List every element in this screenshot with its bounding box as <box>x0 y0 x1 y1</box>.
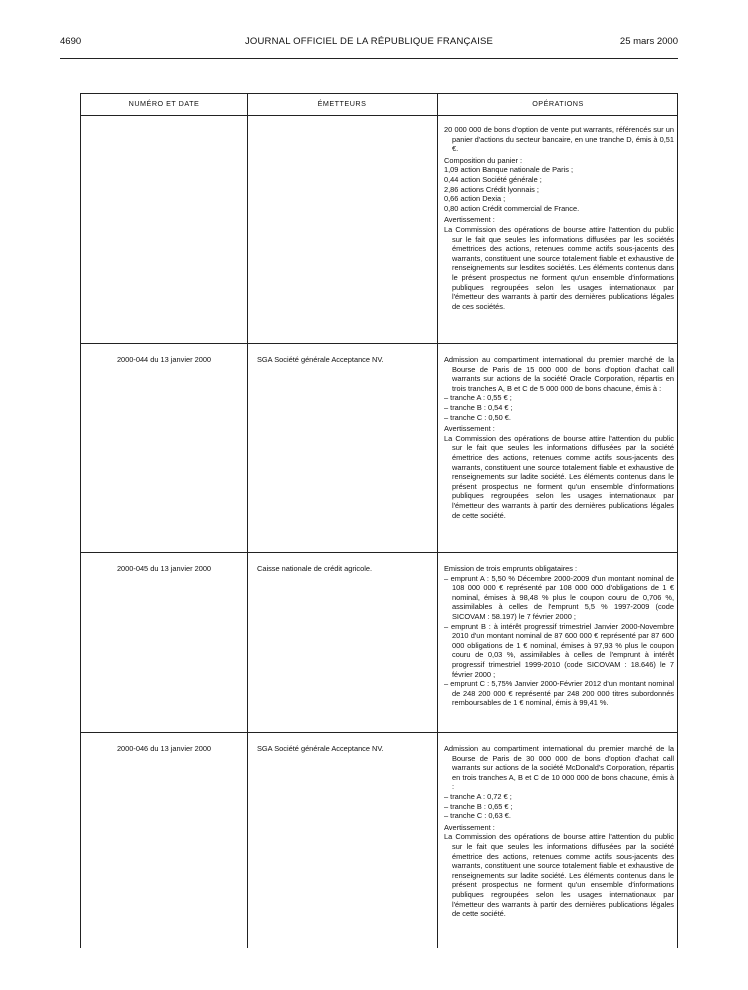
row-divider <box>81 732 677 733</box>
operation-line: 0,80 action Crédit commercial de France. <box>444 203 580 213</box>
operation-line: La Commission des opérations de bourse attire l'attention du public sur le fait que seules les informations diffusées par la société émettrice des actions, retenues comme actifs sous-jacents des warrants, constituent une source totalement fiable et exhaustive de renseignements sur ladite société. Les éléments contenus dans le présent prospectus ne forment qu'un ensemble d'informations publiques regroupées selon les usages internationaux par l'émetteur des warrants à partir des dernières publications légales de cette société. <box>444 433 674 520</box>
table-row-operations <box>444 744 674 919</box>
table-row-numero: 2000-046 du 13 janvier 2000 <box>116 744 212 753</box>
operation-line: 0,66 action Dexia ; <box>444 194 506 204</box>
table-row-operations <box>444 564 674 708</box>
operation-line: Emission de trois emprunts obligataires : <box>444 564 578 573</box>
table-header <box>81 94 677 116</box>
operation-line: – tranche B : 0,54 € ; <box>444 402 513 412</box>
table-row-operations <box>444 355 674 520</box>
operation-line: 1,09 action Banque nationale de Paris ; <box>444 165 574 175</box>
operation-line: – tranche C : 0,63 €. <box>444 811 511 821</box>
column-divider <box>437 94 438 948</box>
column-header-numero: NUMÉRO ET DATE <box>128 99 200 108</box>
operation-line: 2,86 actions Crédit lyonnais ; <box>444 184 539 194</box>
operation-line: Avertissement : <box>444 822 495 832</box>
operations-table <box>80 93 678 948</box>
operation-line: 20 000 000 de bons d'option de vente put warrants, référencés sur un panier d'actions du secteur bancaire, en une tranche D, émis à 0,51 €. <box>444 125 674 154</box>
journal-title: JOURNAL OFFICIEL DE LA RÉPUBLIQUE FRANÇAISE <box>244 36 494 47</box>
table-row-operations <box>444 125 674 311</box>
operation-line: Admission au compartiment international du premier marché de la Bourse de Paris de 15 000 000 de bons d'option d'achat call warrants sur actions de la société Oracle Corporation, répartis en trois tranches A, B et C de 5 000 000 de bons chacune, émis à : <box>444 355 674 393</box>
operation-line: – tranche C : 0,50 €. <box>444 412 511 422</box>
header-rule <box>60 58 678 59</box>
operation-line: Admission au compartiment international du premier marché de la Bourse de Paris de 30 000 000 de bons d'option d'achat call warrants sur actions de la société McDonald's Corporation, répartis en trois tranches A, B et C de 10 000 000 de bons chacune, émis à : <box>444 744 674 792</box>
operation-line: La Commission des opérations de bourse attire l'attention du public sur le fait que seules les informations diffusées par les sociétés émettrices des actions, retenues comme actifs sous-jacents des warrants, constituent une source totalement fiable et exhaustive de renseignements sur lesdites sociétés. Les éléments contenus dans le présent prospectus ne forment qu'un ensemble d'informations publiques regroupées selon les usages internationaux par l'émetteur des warrants à partir des dernières publications légales de ces sociétés. <box>444 224 674 311</box>
table-row-numero: 2000-045 du 13 janvier 2000 <box>116 564 212 573</box>
operation-line: – tranche A : 0,72 € ; <box>444 791 512 801</box>
row-divider <box>81 552 677 553</box>
column-divider <box>247 94 248 948</box>
page-header <box>60 36 678 54</box>
operation-line: Composition du panier : <box>444 155 523 165</box>
issue-date: 25 mars 2000 <box>619 36 678 47</box>
page-number: 4690 <box>60 36 82 47</box>
row-divider <box>81 343 677 344</box>
column-header-operations: OPÉRATIONS <box>532 99 584 108</box>
operation-line: – tranche B : 0,65 € ; <box>444 801 513 811</box>
operation-line: – emprunt C : 5,75% Janvier 2000-Février 2012 d'un montant nominal de 248 200 000 € représenté par 248 200 000 titres subordonnés remboursables de 1 € nominal, émis à 99,41 %. <box>444 679 674 708</box>
operation-line: Avertissement : <box>444 215 495 225</box>
column-header-emetteurs: ÉMETTEURS <box>317 99 367 108</box>
operation-line: Avertissement : <box>444 424 495 434</box>
operation-line: 0,44 action Société générale ; <box>444 174 542 184</box>
table-row-emetteur: SGA Société générale Acceptance NV. <box>257 355 384 364</box>
operation-line: – emprunt B : à intérêt progressif trimestriel Janvier 2000-Novembre 2010 d'un montant nominal de 87 600 000 € représenté par 87 600 000 obligations de 1 € nominal, émises à 97,93 % plus le coupon couru de 0,03 %, assimilables à celles de l'emprunt à intérêt progressif trimestriel 1999-2010 (code SICOVAM : 18.646) le 7 février 2000 ; <box>444 621 674 679</box>
operation-line: – tranche A : 0,55 € ; <box>444 393 512 403</box>
table-row-numero: 2000-044 du 13 janvier 2000 <box>116 355 212 364</box>
table-row-emetteur: Caisse nationale de crédit agricole. <box>257 564 373 573</box>
operation-line: – emprunt A : 5,50 % Décembre 2000-2009 d'un montant nominal de 108 000 000 € représenté par 108 000 000 d'obligations de 1 € nominal, émises à 98,48 % plus le coupon couru de 0,706 %, assimilables à celles de l'emprunt 5,5 % 1997-2009 (code SICOVAM : 58.197) le 7 février 2000 ; <box>444 573 674 621</box>
table-row-emetteur: SGA Société générale Acceptance NV. <box>257 744 384 753</box>
operation-line: La Commission des opérations de bourse attire l'attention du public sur le fait que seules les informations diffusées par la société émettrice des actions, retenues comme actifs sous-jacents des warrants, constituent une source totalement fiable et exhaustive de renseignements sur ladite société. Les éléments contenus dans le présent prospectus ne forment qu'un ensemble d'informations publiques regroupées selon les usages internationaux par l'émetteur des warrants à partir des dernières publications légales de cette société. <box>444 832 674 919</box>
